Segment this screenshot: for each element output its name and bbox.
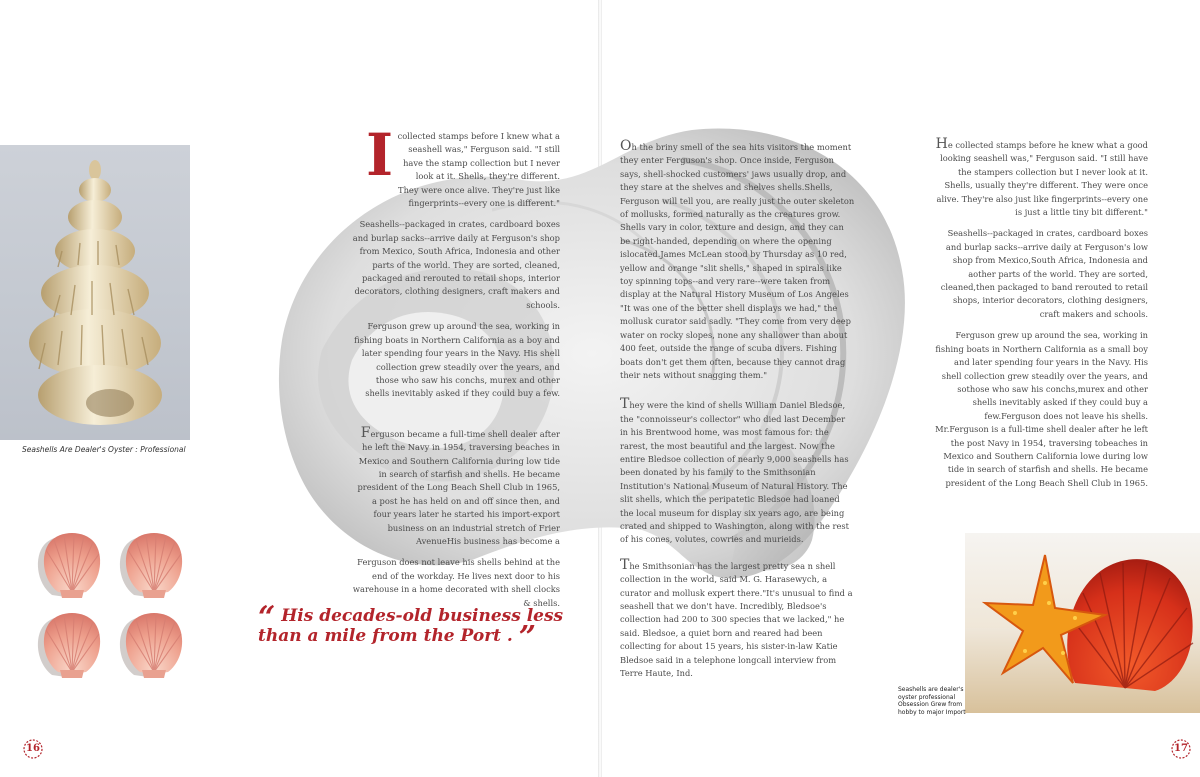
spiral-shell-illustration [0, 145, 190, 440]
left-photo-caption: Seashells Are Dealer's Oyster : Professional [22, 445, 186, 454]
paragraph: Seashells--packaged in crates, cardboard boxes and burlap sacks--arrive daily at Ferguson's shop from Mexico, South Africa, Indonesia and other parts of the world. They are sorted, cleaned, packaged and rerouted to retail shops, interior decorators, clothing designers, craft makers and schools. [352, 219, 560, 310]
spiral-shell-photo [0, 145, 190, 440]
page-number-left: 16 [22, 738, 44, 760]
scallop-shell-icon [38, 533, 100, 598]
pull-quote [258, 600, 568, 655]
scallop-shell-icon [120, 613, 182, 678]
article-column-1 [352, 121, 560, 618]
drop-cap: I [366, 121, 394, 189]
paragraph: Ferguson became a full-time shell dealer after he left the Navy in 1954, traversing beaches in Mexico and Southern California during low tide in search of starfish and shells. He became president of the Long Beach Shell Club in 1965, a post he has held on and off since then, and four years later he started his import-export business on an industrial stretch of Frier AvenueHis business has become a [357, 424, 560, 546]
scallop-shell-icon [120, 533, 182, 598]
paragraph: They were the kind of shells William Daniel Bledsoe, the "connoisseur's collector" who died last December in his Brentwood home, was most famous for: the rarest, the most beautiful and the largest. Now the entire Bledsoe collection of nearly 9,000 seashells has been donated by his family to the Smithsonian Institution's National Museum of Natural History. The slit shells, which the peripatetic Bledsoe had loaned the local museum for display six years ago, are being crated and shipped to Washington, along with the rest of his cones, volutes, cowries and murieids. [620, 396, 849, 545]
paragraph: Ferguson does not leave his shells behind at the end of the workday. He lives next door to his warehouse in a home decorated with shell clocks & shells. [352, 557, 560, 608]
starfish-shell-illustration [965, 533, 1200, 713]
paragraph: Oh the briny smell of the sea hits visitors the moment they enter Ferguson's shop. Once inside, Ferguson says, shell-shocked customers' jaws usually drop, and they stare at the shelves and shelves shells.Shells, Ferguson will tell you, are really just the outer skeleton of mollusks, formed naturally as the creatures grow. Shells vary in color, texture and design, and they can be right-handed, depending on where the opening islocated.James McLean stood by Thursday as 10 red, yellow and orange "slit shells," shaped in spirals like toy spinning tops--and very rare--were taken from display at the Natural History Museum of Los Angeles "It was one of the better shell displays we had," the mollusk curator said sadly. "They come from very deep water on rocky slopes, none any shallower than about 400 feet, outside the range of scuba divers. Fishing boats don't get them often, because they cannot drag their nets without snagging them." [620, 138, 855, 380]
paragraph: Ferguson grew up around the sea, working in fishing boats in Northern California as a boy and later spending four years in the Navy. His shell collection grew steadily over the years, and those who saw his conchs, murex and other shells inevitably asked if they could buy a few. [354, 321, 560, 399]
starfish-shell-photo [965, 533, 1200, 713]
paragraph: Ferguson grew up around the sea, working in fishing boats in Northern California as a small boy and later spending four years in the Navy. His shell collection grew steadily over the years, and sothose who saw his conchs,murex and other shells inevitably asked if they could buy a few.Ferguson does not leave his shells. Mr.Ferguson is a full-time shell dealer after he left the post Navy in 1954, traversing tobeaches in Mexico and Southern California lowe during low tide in search of starfish and shells. He became president of the Long Beach Shell Club in 1965. [935, 330, 1148, 488]
paragraph: The Smithsonian has the largest pretty sea n shell collection in the world, said M. G. Harasewych, a curator and mollusk expert there."It's unusual to find a seashell that we don't have. Incredibly, Bledsoe's collection had 200 to 300 species that we lacked," he said. Bledsoe, a quiet born and reared had been collecting for about 15 years, his sister-in-law Katie Bledsoe said in a telephone longcall interview from Terre Haute, Ind. [620, 556, 853, 679]
initial-cap: T [620, 556, 630, 573]
right-photo-caption: Seashells are dealer's oyster professional Obsession Grew from hobby to major Import [898, 686, 966, 716]
scallop-shells-group [30, 530, 190, 680]
paragraph: Seashells--packaged in crates, cardboard boxes and burlap sacks--arrive daily at Ferguson's low shop from Mexico,South Africa, Indonesia and aother parts of the world. They are sorted, cleaned,then packaged to band rerouted to retail shops, interior decorators, clothing designers, craft makers and schools. [940, 228, 1148, 319]
initial-cap: H [935, 136, 948, 152]
paragraph: He collected stamps before he knew what a good looking seashell was," Ferguson said. "I still have the stampers collection but I never look at it. Shells, usually they're different. They were once alive. They're also just like fingerprints--every one is just a little tiny bit different." [935, 136, 1148, 218]
open-quote-mark: “ [258, 600, 276, 635]
paragraph: I collected stamps before I knew what a seashell was," Ferguson said. "I still have the stamp collection but I never look at it. Shells, they're different. They were once alive. They're just like fingerprints--every one is different." [366, 121, 560, 209]
initial-cap: T [620, 396, 630, 413]
article-column-3 [935, 138, 1148, 498]
article-column-2 [620, 140, 855, 688]
initial-cap: O [620, 138, 632, 154]
close-quote-mark: ” [518, 620, 537, 655]
initial-cap: F [360, 424, 371, 441]
pull-quote-text: His decades-old business less than a mile from the Port . [258, 606, 564, 646]
scallop-shell-icon [38, 613, 100, 678]
page-number-right: 17 [1170, 738, 1192, 760]
